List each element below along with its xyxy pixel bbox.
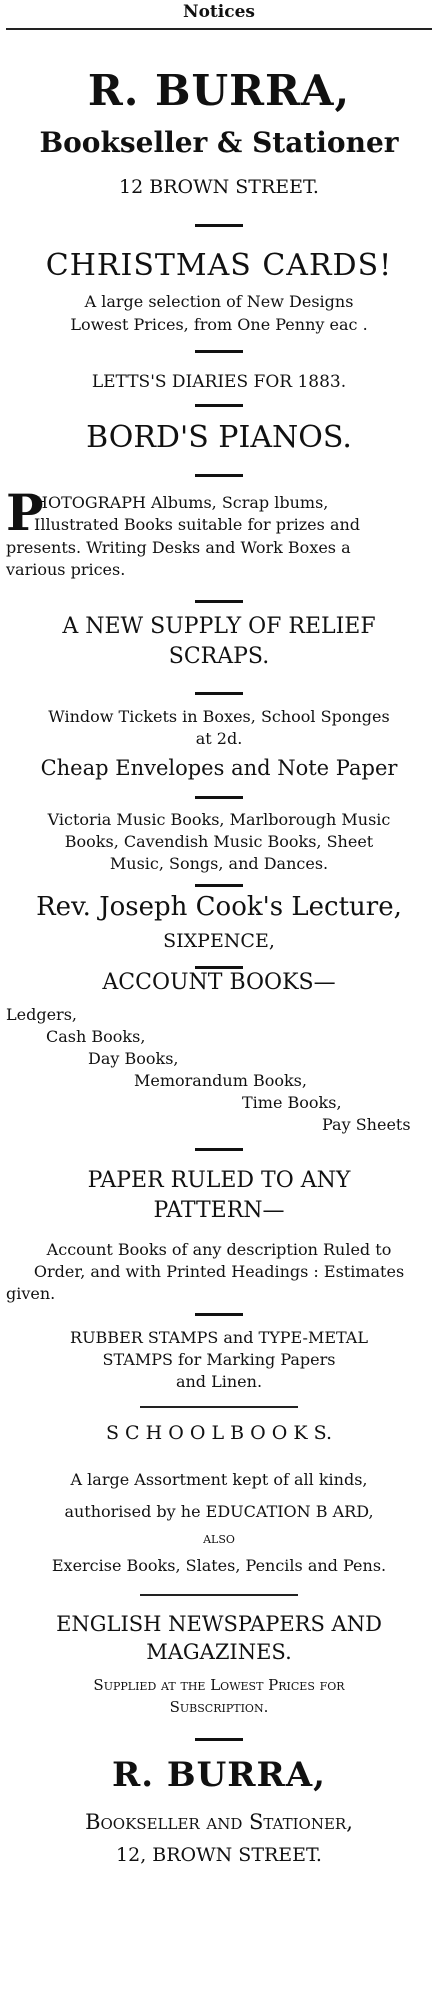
- newspapers-text: Supplied at the Lowest Prices for: [93, 1676, 345, 1694]
- newspapers-heading: MAGAZINES.: [146, 1640, 292, 1664]
- christmas-text: Lowest Prices, from One Penny eac .: [70, 315, 368, 334]
- newspapers-heading: ENGLISH NEWSPAPERS AND: [56, 1612, 382, 1636]
- photo-text: presents. Writing Desks and Work Boxes a: [6, 538, 351, 557]
- divider-rule: [195, 474, 243, 477]
- account-item: Pay Sheets: [322, 1115, 411, 1134]
- account-books-heading: ACCOUNT BOOKS—: [102, 970, 336, 995]
- stamps-text: and Linen.: [175, 1372, 263, 1391]
- divider-rule: [195, 404, 243, 407]
- pianos-heading: BORD'S PIANOS.: [86, 420, 352, 455]
- advertiser-address: 12 BROWN STREET.: [119, 176, 319, 198]
- advertiser-trade-bottom: Bookseller and Stationer,: [85, 1810, 353, 1834]
- stamps-text: RUBBER STAMPS and TYPE-METAL: [70, 1328, 368, 1347]
- advertiser-name-bottom: R. BURRA,: [111, 1755, 327, 1795]
- divider-rule: [195, 966, 243, 969]
- divider-rule: [195, 1148, 243, 1151]
- account-item: Day Books,: [88, 1049, 179, 1068]
- account-item: Time Books,: [242, 1093, 342, 1112]
- envelopes-heading: Cheap Envelopes and Note Paper: [40, 756, 398, 780]
- christmas-cards-heading: CHRISTMAS CARDS!: [45, 248, 393, 283]
- advertiser-trade: Bookseller & Stationer: [39, 126, 399, 159]
- divider-rule: [195, 796, 243, 799]
- account-item: Cash Books,: [46, 1027, 146, 1046]
- divider-rule: [195, 884, 243, 887]
- tickets-text: Window Tickets in Boxes, School Sponges: [48, 707, 390, 726]
- header-rule: [6, 28, 432, 30]
- school-also: ALSO: [203, 1533, 235, 1546]
- school-text: Exercise Books, Slates, Pencils and Pens.: [51, 1556, 387, 1575]
- divider-rule: [195, 1738, 243, 1741]
- relief-scraps-heading: A NEW SUPPLY OF RELIEF: [62, 614, 376, 639]
- drop-cap: P: [6, 483, 44, 542]
- diaries-heading: LETTS'S DIARIES FOR 1883.: [91, 372, 347, 392]
- music-text: Music, Songs, and Dances.: [109, 854, 329, 873]
- school-text: A large Assortment kept of all kinds,: [70, 1470, 368, 1489]
- relief-scraps-heading: SCRAPS.: [168, 644, 270, 669]
- tickets-text: at 2d.: [195, 729, 243, 748]
- divider-rule: [195, 1313, 243, 1316]
- section-rule: [140, 1406, 298, 1408]
- photo-text: HOTOGRAPH Albums, Scrap lbums,: [34, 493, 329, 512]
- school-text: authorised by he EDUCATION B ARD,: [64, 1502, 374, 1521]
- advertiser-name: R. BURRA,: [87, 66, 351, 115]
- school-books-heading: S C H O O L B O O K S.: [106, 1422, 332, 1444]
- stamps-text: STAMPS for Marking Papers: [102, 1350, 336, 1369]
- photo-text: Illustrated Books suitable for prizes and: [34, 515, 361, 534]
- paper-ruled-text: Order, and with Printed Headings : Estimates: [33, 1262, 405, 1281]
- account-item: Memorandum Books,: [134, 1071, 307, 1090]
- lecture-price: SIXPENCE,: [163, 930, 275, 952]
- christmas-text: A large selection of New Designs: [84, 292, 354, 311]
- account-item: Ledgers,: [6, 1005, 77, 1024]
- advertiser-address-bottom: 12, BROWN STREET.: [116, 1844, 322, 1866]
- paper-ruled-text: Account Books of any description Ruled to: [46, 1240, 392, 1259]
- paper-ruled-heading: PAPER RULED TO ANY: [87, 1168, 351, 1193]
- music-text: Books, Cavendish Music Books, Sheet: [64, 832, 374, 851]
- divider-rule: [195, 350, 243, 353]
- photo-text: various prices.: [6, 560, 126, 579]
- divider-rule: [195, 600, 243, 603]
- section-title: Notices: [183, 2, 255, 22]
- divider-rule: [195, 692, 243, 695]
- newspapers-text: Subscription.: [169, 1698, 269, 1716]
- paper-ruled-text: given.: [6, 1284, 56, 1303]
- section-rule: [140, 1594, 298, 1596]
- paper-ruled-heading: PATTERN—: [153, 1198, 285, 1223]
- lecture-heading: Rev. Joseph Cook's Lecture,: [36, 892, 402, 922]
- music-text: Victoria Music Books, Marlborough Music: [47, 810, 391, 829]
- divider-rule: [195, 224, 243, 227]
